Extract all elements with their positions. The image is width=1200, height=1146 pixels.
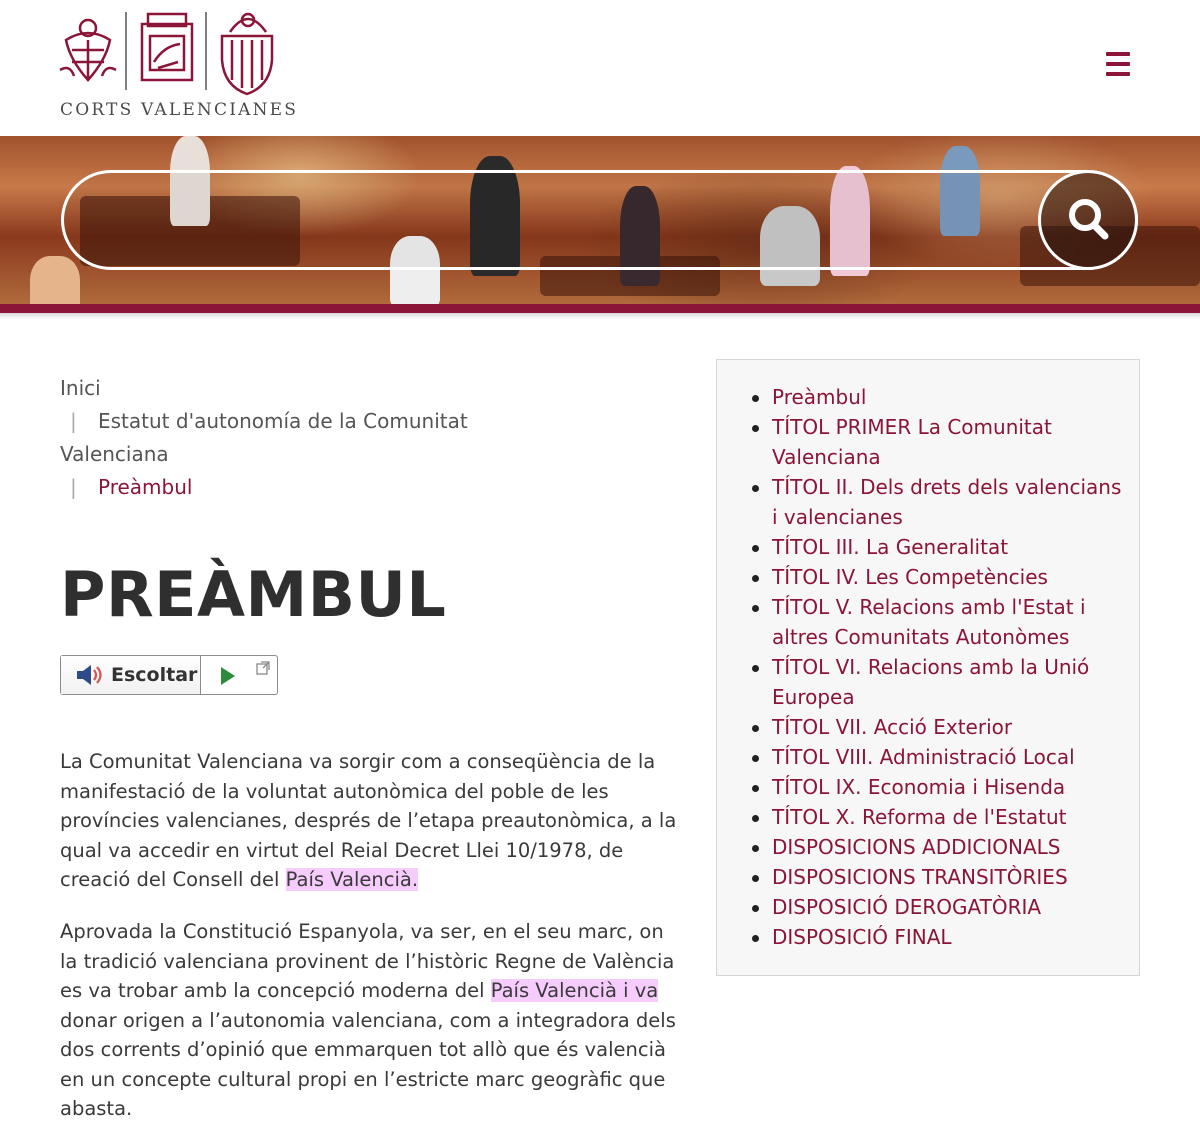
listen-widget: [60, 655, 278, 695]
toc-item-titol-8[interactable]: TÍTOL VIII. Administració Local: [772, 742, 1122, 772]
breadcrumb-separator: |: [70, 475, 77, 499]
paragraph-text: donar origen a l’autonomia valenciana, com a integradora dels dos corrents d’opinió que emmarquen tot allò que és valencià en un concepte cultural propi en l’estricte marc geogràfic que abasta.: [60, 1008, 676, 1120]
toc-item-titol-4[interactable]: TÍTOL IV. Les Competències: [772, 562, 1122, 592]
toc-list: [772, 382, 1122, 952]
site-header: [0, 0, 1200, 136]
breadcrumb-parent-link[interactable]: Estatut d'autonomía de la Comunitat: [98, 409, 468, 433]
search-button[interactable]: [1038, 170, 1138, 270]
coat-of-arms-icon: [58, 10, 278, 96]
highlighted-text: País Valencià.: [285, 868, 419, 891]
toc-item-titol-7[interactable]: TÍTOL VII. Acció Exterior: [772, 712, 1122, 742]
speaker-icon: [75, 663, 103, 687]
corts-valencianes-logo[interactable]: [58, 10, 299, 122]
toc-item-disposicions-transitories[interactable]: DISPOSICIONS TRANSITÒRIES: [772, 862, 1122, 892]
hamburger-menu-icon[interactable]: [1104, 50, 1134, 78]
breadcrumb-parent-link-cont[interactable]: Valenciana: [60, 442, 169, 466]
paragraph-text: Aprovada la Constitució Espanyola, va ser, en el seu marc, on la tradició valenciana provinent de l’històric Regne de València es va trobar amb la concepció moderna del: [60, 920, 675, 1002]
listen-button[interactable]: [61, 656, 201, 694]
toc-item-disposicio-derogatoria[interactable]: DISPOSICIÓ DEROGATÒRIA: [772, 892, 1122, 922]
breadcrumb: [60, 372, 500, 504]
logo-text: CORTS VALENCIANES: [60, 100, 299, 120]
toc-item-titol-3[interactable]: TÍTOL III. La Generalitat: [772, 532, 1122, 562]
breadcrumb-current[interactable]: Preàmbul: [98, 475, 193, 499]
toc-item-titol-9[interactable]: TÍTOL IX. Economia i Hisenda: [772, 772, 1122, 802]
toc-item-titol-2[interactable]: TÍTOL II. Dels drets dels valencians i valencianes: [772, 472, 1122, 532]
toc-item-preambul[interactable]: Preàmbul: [772, 382, 1122, 412]
play-icon: [201, 656, 277, 694]
preamble-paragraph-2: [60, 917, 680, 1124]
page-title: PREÀMBUL: [60, 558, 447, 631]
paragraph-text: La Comunitat Valenciana va sorgir com a conseqüència de la manifestació de la voluntat autonòmica del poble de les províncies valencianes, després de l’etapa preautonòmica, a la qual va accedir en virtut del Reial Decret Llei 10/1978, de creació del Consell del: [60, 750, 677, 891]
toc-item-disposicions-addicionals[interactable]: DISPOSICIONS ADDICIONALS: [772, 832, 1122, 862]
hero-accent-bar: [0, 304, 1200, 313]
toc-item-titol-6[interactable]: TÍTOL VI. Relacions amb la Unió Europea: [772, 652, 1122, 712]
listen-label: Escoltar: [111, 664, 198, 686]
table-of-contents: [716, 359, 1140, 976]
preamble-paragraph-1: [60, 747, 680, 895]
play-button[interactable]: [201, 656, 277, 694]
highlighted-text: País Valencià i va: [490, 979, 659, 1002]
toc-item-titol-10[interactable]: TÍTOL X. Reforma de l'Estatut: [772, 802, 1122, 832]
toc-item-titol-5[interactable]: TÍTOL V. Relacions amb l'Estat i altres Comunitats Autonòmes: [772, 592, 1122, 652]
breadcrumb-separator: |: [70, 409, 77, 433]
search-icon: [1041, 173, 1135, 267]
toc-item-titol-1[interactable]: TÍTOL PRIMER La Comunitat Valenciana: [772, 412, 1122, 472]
search-input[interactable]: [94, 193, 1018, 251]
search-bar: [61, 170, 1138, 270]
breadcrumb-home-link[interactable]: Inici: [60, 376, 101, 400]
toc-item-disposicio-final[interactable]: DISPOSICIÓ FINAL: [772, 922, 1122, 952]
